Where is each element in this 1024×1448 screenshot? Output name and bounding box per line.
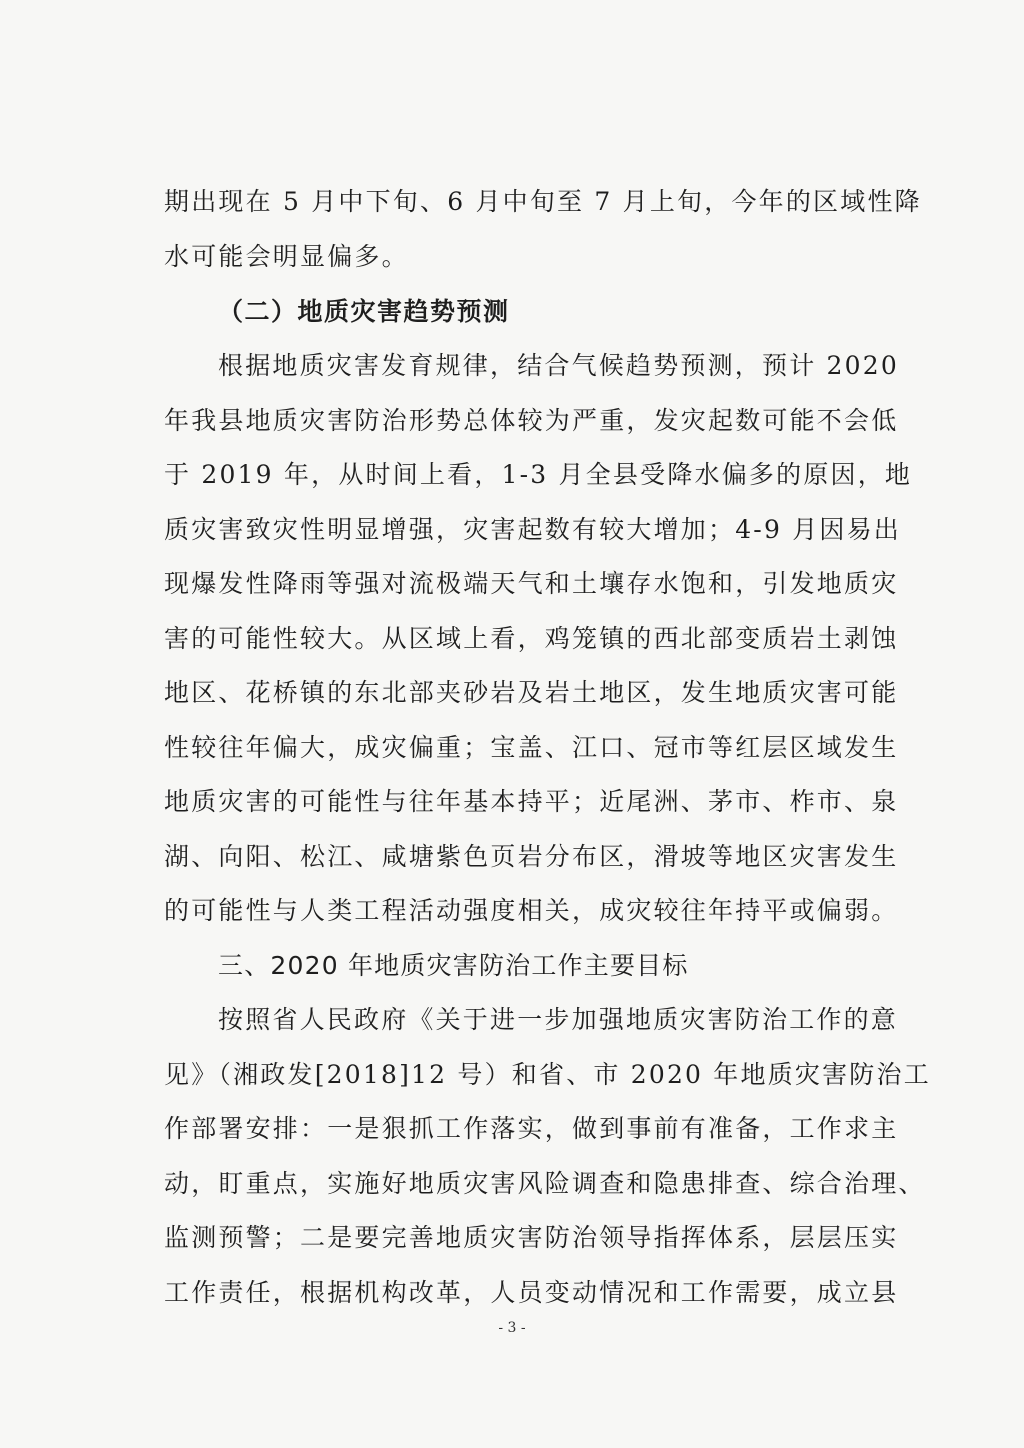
body-text-line: 害的可能性较大。从区域上看，鸡笼镇的西北部变质岩土剥蚀 (164, 624, 899, 653)
body-text-line: 于 2019 年，从时间上看，1-3 月全县受降水偏多的原因，地 (164, 460, 913, 489)
body-text-line: 质灾害致灾性明显增强，灾害起数有较大增加；4-9 月因易出 (164, 515, 902, 544)
body-text-line: 年我县地质灾害防治形势总体较为严重，发灾起数可能不会低 (164, 406, 899, 435)
body-text-line: 湖、向阳、松江、咸塘紫色页岩分布区，滑坡等地区灾害发生 (164, 842, 899, 871)
page-number: - 3 - (498, 1320, 526, 1336)
body-text-line: 现爆发性降雨等强对流极端天气和土壤存水饱和，引发地质灾 (164, 569, 899, 598)
body-text-line: 监测预警；二是要完善地质灾害防治领导指挥体系，层层压实 (164, 1223, 899, 1252)
body-text-line: 根据地质灾害发育规律，结合气候趋势预测，预计 2020 (218, 351, 899, 380)
body-text-line: 性较往年偏大，成灾偏重；宝盖、江口、冠市等红层区域发生 (164, 733, 899, 762)
body-text-line: 期出现在 5 月中下旬、6 月中旬至 7 月上旬，今年的区域性降 (164, 187, 922, 216)
body-text-line: 的可能性与人类工程活动强度相关，成灾较往年持平或偏弱。 (164, 896, 899, 925)
body-text-line: 地质灾害的可能性与往年基本持平；近尾洲、茅市、柞市、泉 (164, 787, 899, 816)
body-text-line: 水可能会明显偏多。 (164, 242, 409, 271)
body-text-line: 见》（湘政发[2018]12 号）和省、市 2020 年地质灾害防治工 (164, 1060, 931, 1089)
body-text-line: 地区、花桥镇的东北部夹砂岩及岩土地区，发生地质灾害可能 (164, 678, 899, 707)
body-text-line: 工作责任，根据机构改革，人员变动情况和工作需要，成立县 (164, 1278, 899, 1307)
section-heading: （二）地质灾害趋势预测 (218, 297, 510, 326)
body-text-line: 按照省人民政府《关于进一步加强地质灾害防治工作的意 (218, 1005, 899, 1034)
section-heading: 三、2020 年地质灾害防治工作主要目标 (218, 951, 689, 980)
body-text-line: 动，盯重点，实施好地质灾害风险调查和隐患排查、综合治理、 (164, 1169, 926, 1198)
body-text-line: 作部署安排：一是狠抓工作落实，做到事前有准备，工作求主 (164, 1114, 899, 1143)
